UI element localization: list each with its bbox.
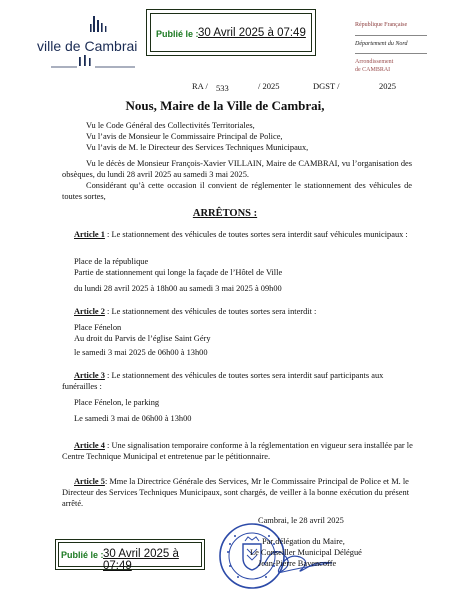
ra-number: 533: [216, 83, 229, 93]
article-1-item: Place de la république: [74, 257, 149, 266]
article-2: [62, 306, 417, 317]
article-5: [62, 476, 417, 509]
ra-label: RA /: [192, 81, 208, 91]
vu-line: Vu l’avis de M. le Directeur des Services Techniques Municipaux,: [86, 143, 309, 152]
article-2-item: Place Fénelon: [74, 323, 122, 332]
article-2-item: le samedi 3 mai 2025 de 06h00 à 13h00: [74, 348, 208, 357]
article-4: [62, 440, 417, 462]
article-1: [62, 229, 417, 240]
dgst-year: 2025: [379, 81, 396, 91]
departement-label: Département du Nord: [355, 40, 408, 47]
article-text: : Le stationnement des véhicules de toutes sortes sera interdit sauf véhicules municipaux :: [104, 230, 408, 239]
article-text: : Une signalisation temporaire conforme à la réglementation en vigueur sera installée par le Centre Technique Municipal et entretenue par le pétitionnaire.: [62, 441, 413, 461]
article-3: [62, 370, 417, 392]
dgst-label: DGST /: [313, 81, 340, 91]
ra-year: / 2025: [258, 81, 280, 91]
arrondissement-name: de CAMBRAI: [355, 66, 391, 73]
article-label: Article 5: [74, 477, 105, 486]
preamble-deces: Vu le décès de Monsieur François-Xavier VILLAIN, Maire de CAMBRAI, vu l’organisation des obsèques, du lundi 28 avril 2025 au samedi 3 mai 2025.: [62, 159, 412, 179]
publication-stamp-top: [146, 9, 316, 56]
arretons-heading: ARRÊTONS :: [192, 208, 258, 219]
stamp-label: Publié le :: [156, 29, 199, 39]
article-label: Article 1: [74, 230, 105, 239]
publication-stamp-bottom: [55, 539, 205, 570]
article-3-item: Le samedi 3 mai de 06h00 à 13h00: [74, 414, 192, 423]
article-1-item: du lundi 28 avril 2025 à 18h00 au samedi 3 mai 2025 à 09h00: [74, 284, 282, 293]
stamp-date: 30 Avril 2025 à 07:49: [198, 27, 306, 39]
article-text: : Le stationnement des véhicules de toutes sortes sera interdit sauf participants aux funérailles :: [62, 371, 384, 391]
stamp-label: Publié le :: [61, 550, 104, 560]
republique-label: République Française: [355, 22, 408, 28]
article-text: : Mme la Directrice Générale des Services, Mr le Commissaire Principal de Police et M. le Directeur des Services Techniques Municipaux, sont chargés, de veiller à la bonne exécution du présent arrêté.: [62, 477, 410, 508]
divider: [355, 35, 427, 36]
document-title: Nous, Maire de la Ville de Cambrai,: [125, 98, 325, 113]
city-name: ville de Cambrai: [37, 38, 138, 54]
article-1-item: Partie de stationnement qui longe la façade de l’Hôtel de Ville: [74, 268, 283, 277]
divider: [355, 53, 427, 54]
article-label: Article 3: [74, 371, 105, 380]
article-3-item: Place Fénelon, le parking: [74, 398, 160, 407]
vu-line: Vu l’avis de Monsieur le Commissaire Principal de Police,: [86, 132, 283, 141]
signature-name: Jean-Pierre Bavencoffe: [258, 559, 337, 568]
city-logo: [37, 14, 147, 70]
preamble-considerant: Considérant qu’à cette occasion il convient de réglementer le stationnement des véhicules de toutes sortes,: [62, 181, 412, 201]
signature-delegation: Par délégation du Maire,: [262, 537, 345, 546]
vu-line: Vu le Code Général des Collectivités Territoriales,: [86, 121, 255, 130]
signature-place-date: Cambrai, le 28 avril 2025: [258, 516, 344, 525]
article-text: : Le stationnement des véhicules de toutes sortes sera interdit :: [104, 307, 317, 316]
administrative-header: [355, 22, 445, 74]
article-2-item: Au droit du Parvis de l’église Saint Géry: [74, 334, 211, 343]
stamp-date: 30 Avril 2025 à 07:49: [103, 548, 179, 572]
article-label: Article 2: [74, 307, 105, 316]
arrondissement-label: Arrondissement: [355, 59, 394, 65]
article-label: Article 4: [74, 441, 105, 450]
signature-role: Le Conseiller Municipal Délégué: [250, 548, 362, 557]
